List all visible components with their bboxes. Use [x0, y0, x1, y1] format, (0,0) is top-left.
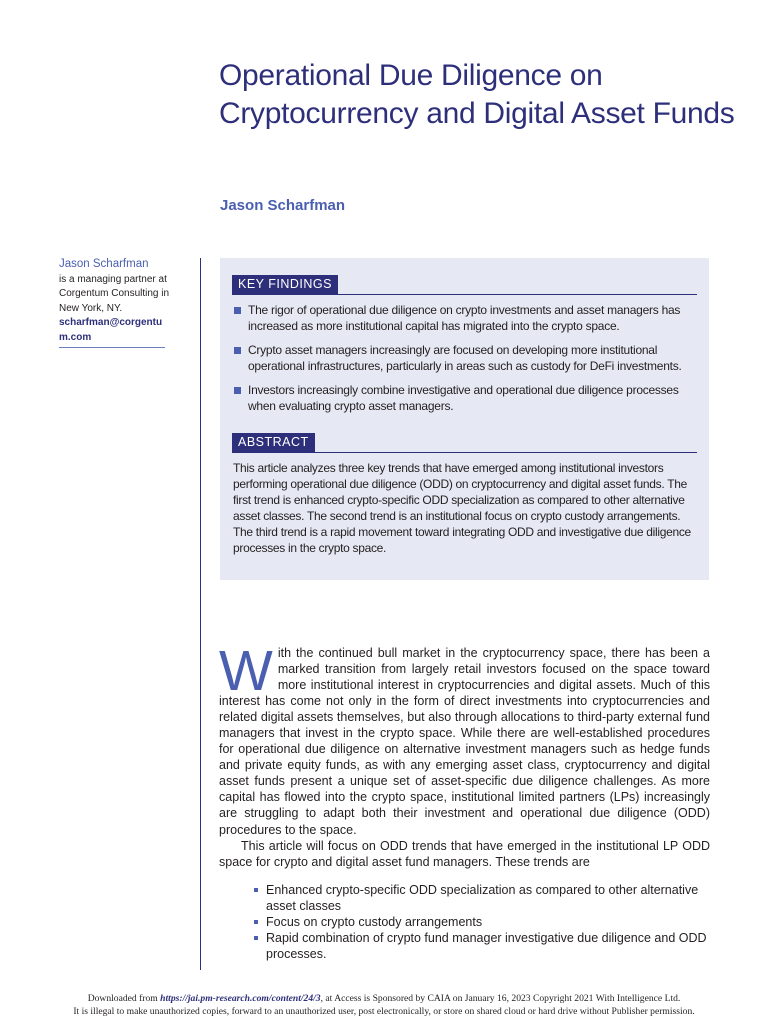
body-paragraph-1 — [219, 639, 710, 838]
key-finding-text: Investors increasingly combine investigative and operational due diligence processes when evaluating crypto asset managers. — [248, 383, 679, 413]
trend-item — [254, 930, 710, 962]
body-paragraph-2: This article will focus on ODD trends that have emerged in the institutional LP ODD space for crypto and digital asset fund managers. These trends are — [219, 838, 710, 869]
download-suffix: , at Access is Sponsored by CAIA on January 16, 2023 Copyright 2021 With Intelligence Ltd. — [320, 993, 681, 1004]
square-bullet-icon — [234, 347, 241, 354]
square-bullet-icon — [254, 936, 258, 940]
key-finding-item — [233, 302, 697, 334]
author-byline: Jason Scharfman — [220, 197, 346, 214]
square-bullet-icon — [254, 888, 258, 892]
download-line — [0, 993, 768, 1006]
sidebar-author-bio: is a managing partner at Corgentum Consulting in New York, NY. — [59, 273, 170, 314]
square-bullet-icon — [254, 920, 258, 924]
abstract-heading: ABSTRACT — [232, 433, 315, 452]
author-sidebar — [59, 257, 174, 348]
trend-item — [254, 914, 710, 930]
abstract-text: This article analyzes three key trends that have emerged among institutional investors performing operational due diligence (ODD) on cryptocurrency and digital asset funds. The first trend is enhanced crypto-specific ODD specialization as compared to other alternative asset classes. The second trend is an institutional focus on crypto custody arrangements. The third trend is a rapid movement toward integrating ODD and investigative due diligence processes in the crypto space. — [233, 461, 691, 555]
copyright-notice: It is illegal to make unauthorized copies, forward to an unauthorized user, post electronically, or store on shared cloud or hard drive without Publisher permission. — [73, 1005, 695, 1017]
article-body — [219, 639, 710, 962]
square-bullet-icon — [234, 387, 241, 394]
trend-text: Rapid combination of crypto fund manager investigative due diligence and ODD processes. — [266, 930, 707, 961]
author-email-link[interactable]: scharfman@corgentum.com — [59, 316, 165, 348]
drop-cap: W — [219, 639, 273, 703]
trend-item — [254, 882, 710, 914]
square-bullet-icon — [234, 307, 241, 314]
key-findings-header — [232, 275, 697, 295]
key-finding-item — [233, 382, 697, 414]
download-footer — [0, 993, 768, 1018]
abstract-header — [232, 433, 697, 453]
key-findings-list — [233, 302, 697, 422]
column-divider — [200, 258, 201, 970]
download-prefix: Downloaded from — [87, 993, 158, 1004]
trend-text: Focus on crypto custody arrangements — [266, 914, 483, 929]
trends-list — [219, 882, 710, 962]
body-paragraph-1-text: ith the continued bull market in the cryptocurrency space, there has been a marked transition from largely retail investors focused on the space toward more institutional interest in cryptocurrencies and digital assets. Much of this interest has come not only in the form of direct investments into cryptocurrencies and related digital assets themselves, but also through allocations to third-party external fund managers that invest in the crypto space. While there are well-established procedures for operational due diligence on alternative investment managers such as hedge funds and private equity funds, as with any emerging asset class, cryptocurrency and digital asset funds present a unique set of asset-specific due diligence challenges. As more capital has flowed into the crypto space, institutional limited partners (LPs) increasingly are struggling to adapt both their investment and operational due diligence (ODD) procedures to the space. — [219, 646, 710, 837]
trend-text: Enhanced crypto-specific ODD specialization as compared to other alternative asset classes — [266, 882, 699, 913]
article-title: Operational Due Diligence on Cryptocurrency and Digital Asset Funds — [219, 59, 735, 130]
key-finding-item — [233, 342, 697, 374]
key-findings-heading: KEY FINDINGS — [232, 275, 338, 294]
sidebar-author-name: Jason Scharfman — [59, 258, 149, 270]
key-finding-text: The rigor of operational due diligence on crypto investments and asset managers has increased as more institutional capital has migrated into the crypto space. — [248, 303, 681, 333]
source-url-link[interactable]: https://jai.pm-research.com/content/24/3 — [160, 993, 321, 1004]
key-finding-text: Crypto asset managers increasingly are focused on developing more institutional operational infrastructures, particularly in areas such as custody for DeFi investments. — [248, 343, 682, 373]
